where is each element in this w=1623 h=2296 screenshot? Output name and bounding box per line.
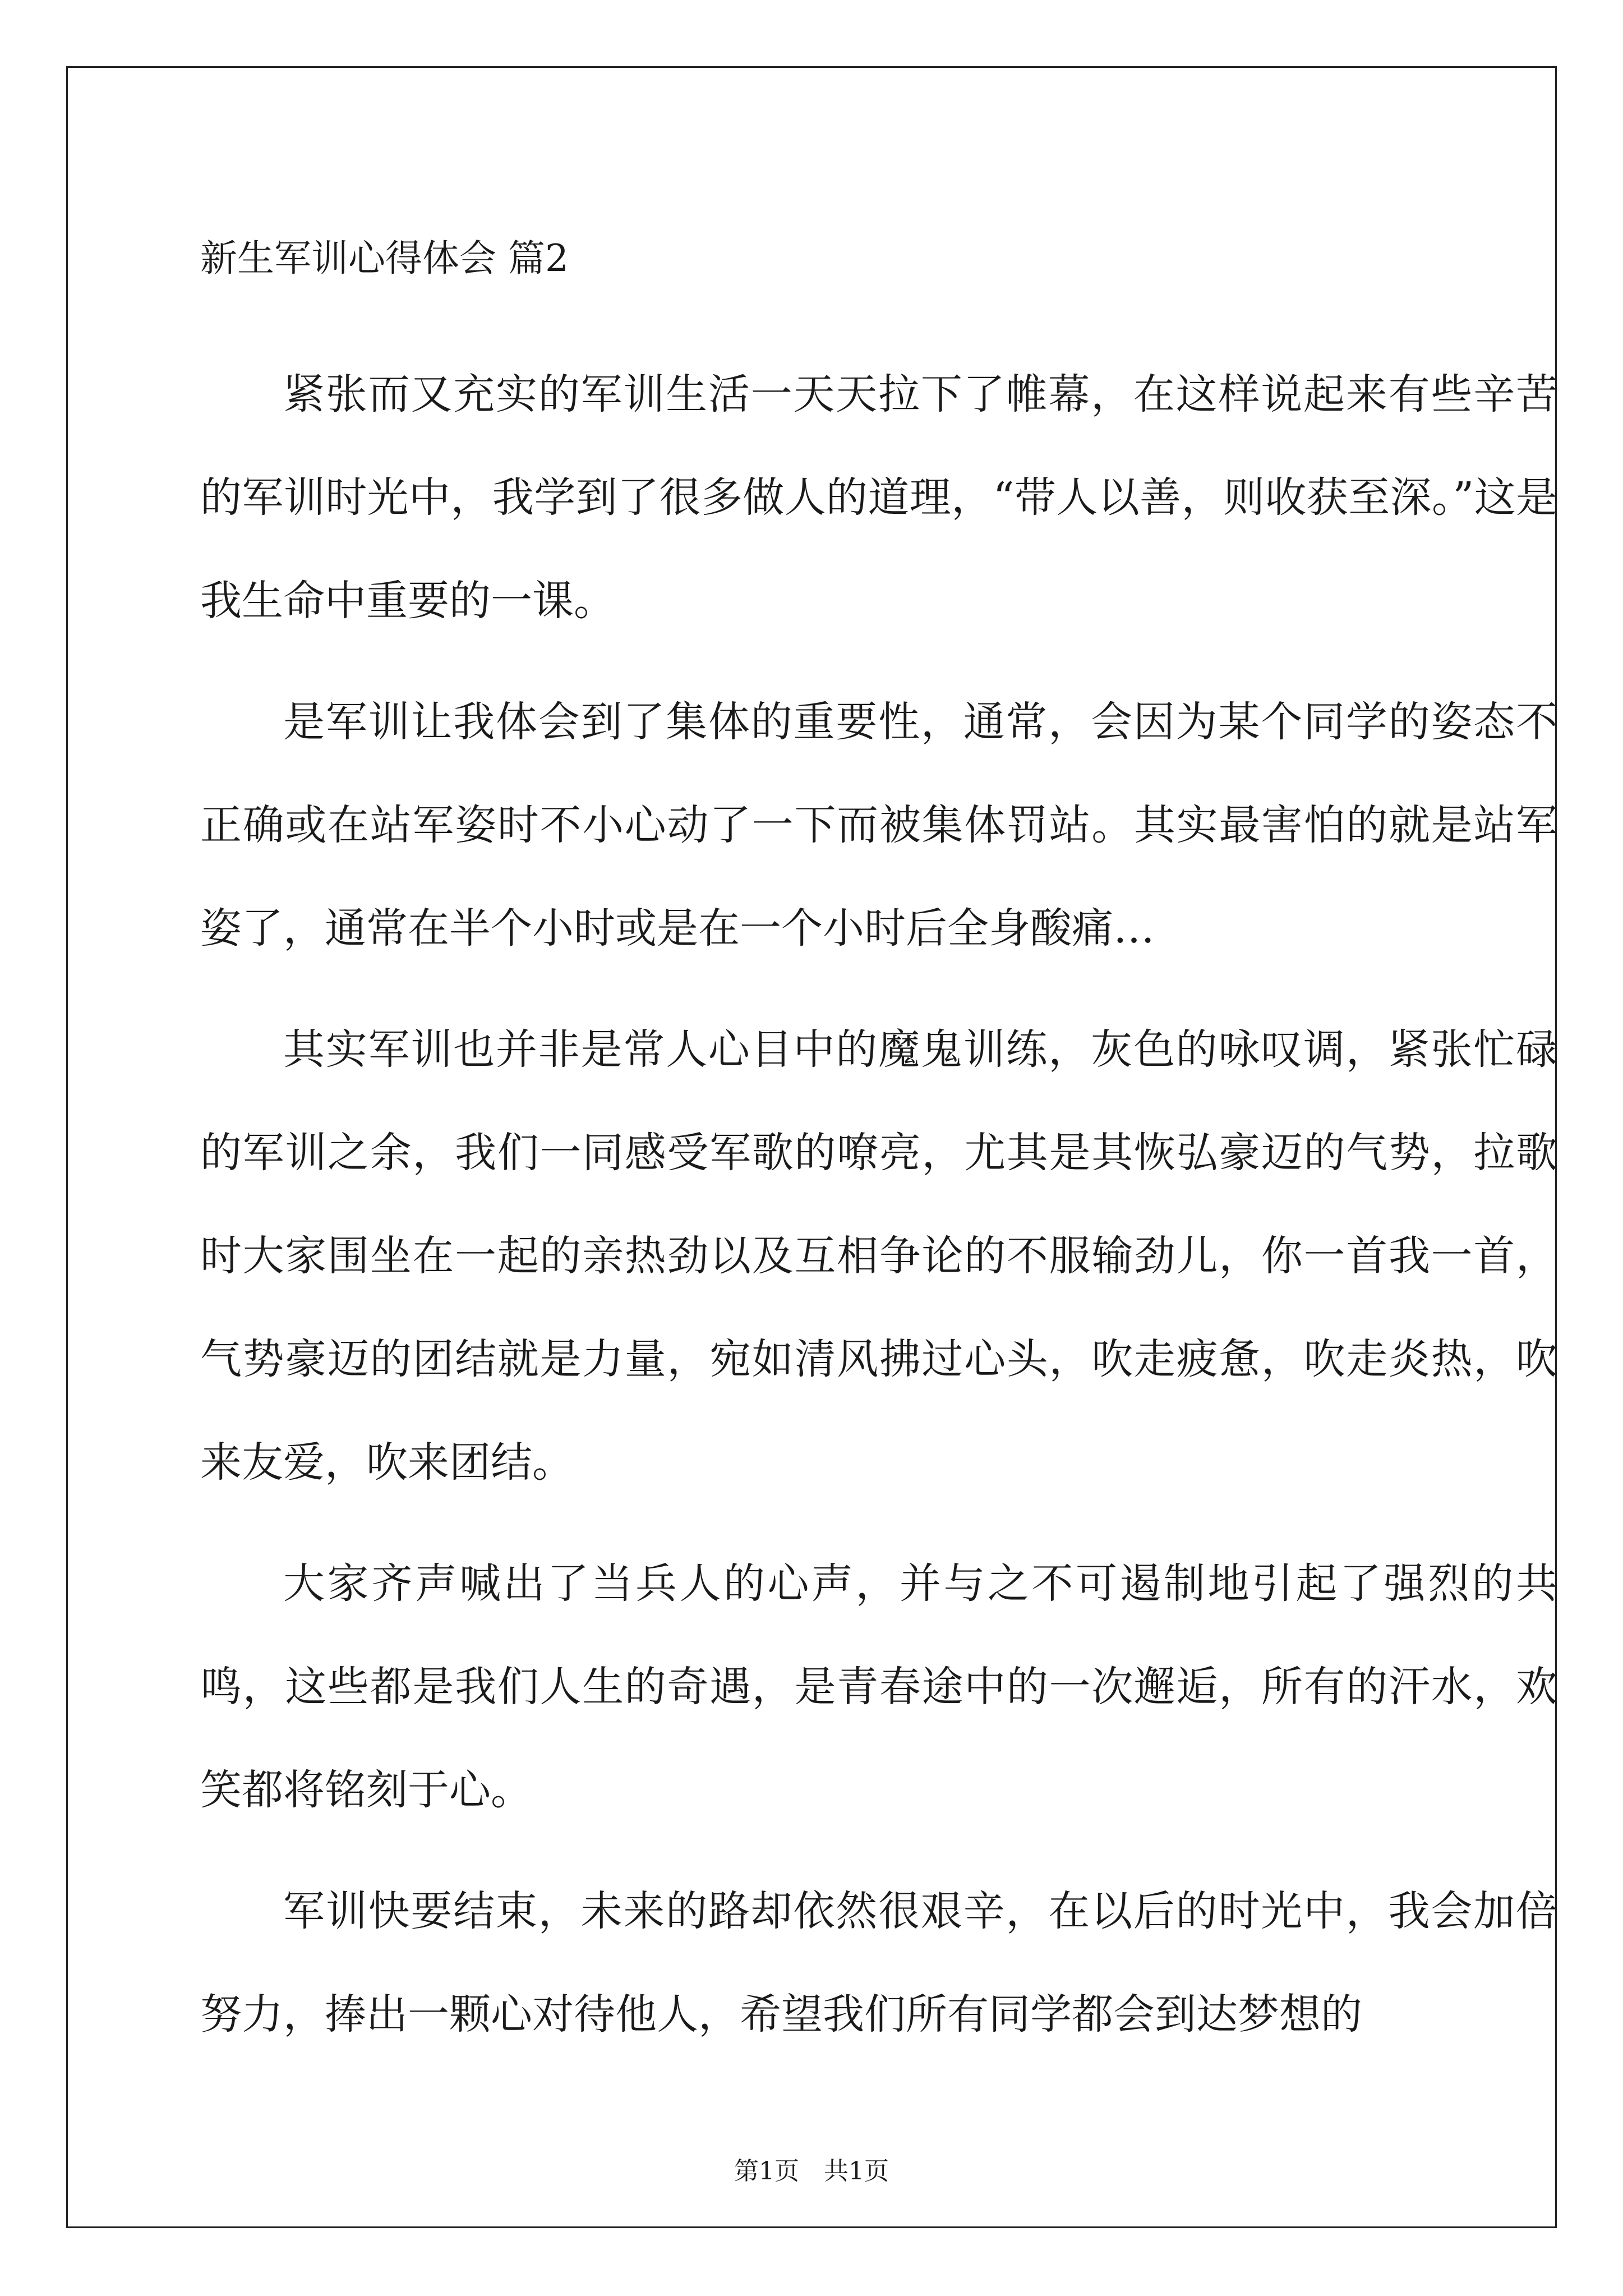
page-frame xyxy=(66,66,1557,2228)
paragraph-1: 紧张而又充实的军训生活一天天拉下了帷幕，在这样说起来有些辛苦的军训时光中，我学到了很多做人的道理，“带人以善，则收获至深。”这是我生命中重要的一课。 xyxy=(200,370,1557,625)
document-title: 新生军训心得体会 篇2 xyxy=(200,237,569,280)
page-total: 共1页 xyxy=(824,2157,889,2185)
paragraph-4: 大家齐声喊出了当兵人的心声，并与之不可遏制地引起了强烈的共鸣，这些都是我们人生的奇遇，是青春途中的一次邂逅，所有的汗水，欢笑都将铭刻于心。 xyxy=(200,1559,1557,1814)
page-footer xyxy=(68,2155,1555,2188)
paragraph-5: 军训快要结束，未来的路却依然很艰辛，在以后的时光中，我会加倍努力，捧出一颗心对待他人，希望我们所有同学都会到达梦想的 xyxy=(200,1887,1557,2039)
page-number: 第1页 xyxy=(734,2157,799,2185)
paragraph-3: 其实军训也并非是常人心目中的魔鬼训练，灰色的咏叹调，紧张忙碌的军训之余，我们一同感受军歌的嘹亮，尤其是其恢弘豪迈的气势，拉歌时大家围坐在一起的亲热劲以及互相争论的不服输劲儿，你一首我一首，气势豪迈的团结就是力量，宛如清风拂过心头，吹走疲惫，吹走炎热，吹来友爱，吹来团结。 xyxy=(200,1025,1557,1487)
paragraph-2: 是军训让我体会到了集体的重要性，通常，会因为某个同学的姿态不正确或在站军姿时不小心动了一下而被集体罚站。其实最害怕的就是站军姿了，通常在半个小时或是在一个小时后全身酸痛… xyxy=(200,698,1557,953)
